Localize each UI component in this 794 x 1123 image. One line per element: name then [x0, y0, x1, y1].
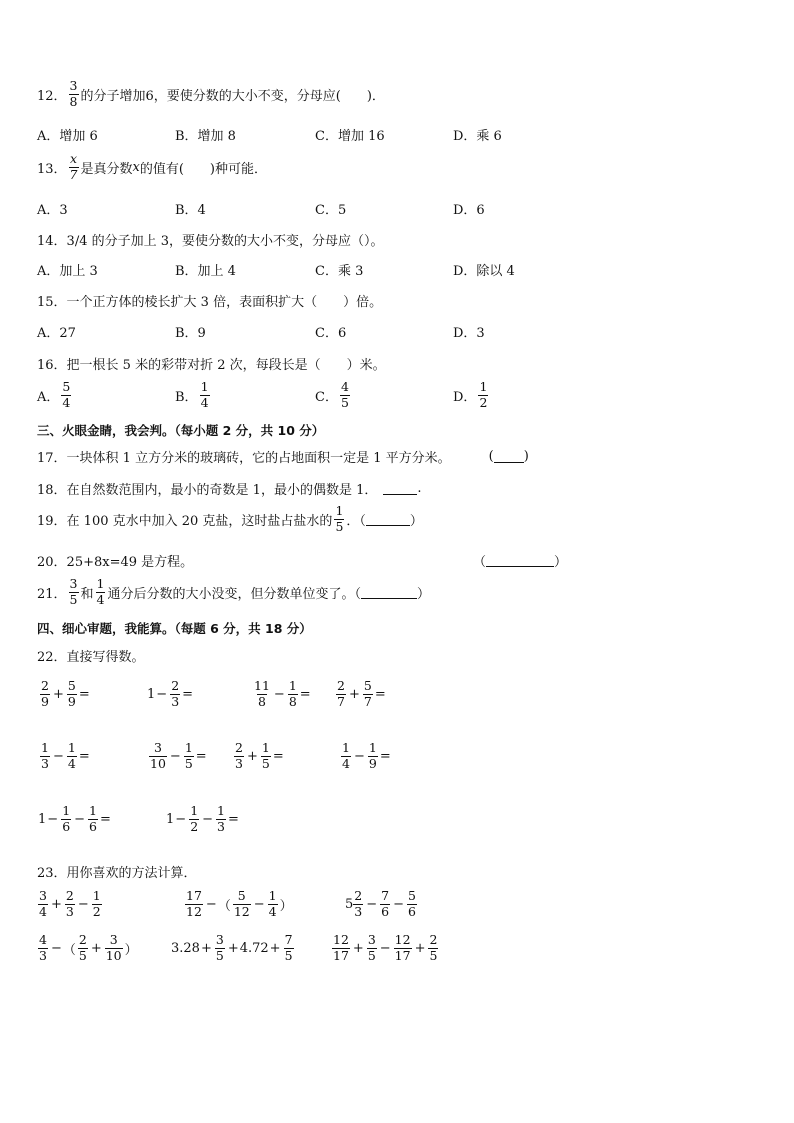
q14-options [37, 260, 515, 279]
question-22: 22．直接写得数。 [37, 650, 145, 665]
calc-item: $\frac{1}{3}$ − $\frac{1}{4}$ = [41, 740, 90, 771]
question-13: 13． $\frac{x}{7}$ 是真分数 x 的值有( )种可能． [37, 151, 268, 182]
option-a[interactable]: A．加上 3 [37, 264, 98, 279]
section-heading-3: 三、火眼金睛，我会判。（每小题 2 分，共 10 分） [37, 423, 325, 438]
question-12: 12． $\frac{3}{8}$ 的分子增加6，要使分数的大小不变，分母应( )． [37, 78, 385, 109]
option-b[interactable]: B．增加 8 [175, 129, 236, 144]
q16-options [37, 381, 490, 409]
option-d[interactable]: D．6 [453, 203, 485, 218]
calc-item: $\frac{3}{10}$ − $\frac{1}{5}$ = [150, 740, 207, 771]
calc-item: $\frac{4}{3}$ − （ $\frac{2}{5}$ + $\frac{3}{10}$ ） [39, 932, 138, 963]
option-a[interactable]: A．27 [37, 326, 76, 341]
option-b[interactable]: B．9 [175, 326, 206, 341]
calc-item: $\frac{2}{9}$ + $\frac{5}{9}$ = [41, 678, 90, 709]
option-d[interactable]: D． $\frac{1}{2}$ [453, 379, 488, 410]
calc-item: $\frac{1}{4}$ − $\frac{1}{9}$ = [342, 740, 391, 771]
answer-blank[interactable] [366, 513, 410, 526]
question-20: 20．25+8x=49 是方程。 （ ） [37, 555, 567, 570]
option-a[interactable]: A．3 [37, 203, 68, 218]
calc-item: $\frac{3}{4}$ + $\frac{2}{3}$ − $\frac{1}{2}$ [39, 888, 101, 919]
calc-item: 3.28 + $\frac{3}{5}$ + 4.72 + $\frac{7}{5}$ [171, 932, 293, 963]
section-heading-4: 四、细心审题，我能算。（每题 6 分，共 18 分） [37, 621, 312, 636]
calc-item: $\frac{11}{8}$ − $\frac{1}{8}$ = [254, 678, 311, 709]
answer-blank[interactable] [361, 586, 417, 599]
q13-options [37, 199, 485, 218]
option-d[interactable]: D．乘 6 [453, 129, 502, 144]
option-c[interactable]: C．5 [315, 203, 347, 218]
option-c[interactable]: C．6 [315, 326, 347, 341]
option-a[interactable]: A．增加 6 [37, 129, 98, 144]
option-b[interactable]: B．加上 4 [175, 264, 236, 279]
question-23: 23．用你喜欢的方法计算． [37, 866, 197, 881]
calc-item: $\frac{17}{12}$ − （ $\frac{5}{12}$ − $\frac{1}{4}$ ） [186, 888, 293, 919]
option-c[interactable]: C． $\frac{4}{5}$ [315, 379, 349, 410]
q15-options [37, 322, 485, 341]
question-15: 15．一个正方体的棱长扩大 3 倍，表面积扩大（ ）倍。 [37, 295, 383, 310]
fraction: $\frac{x}{7}$ [69, 151, 78, 182]
fraction: $\frac{3}{8}$ [69, 78, 78, 109]
answer-blank[interactable] [383, 482, 417, 495]
option-b[interactable]: B． $\frac{1}{4}$ [175, 379, 209, 410]
question-21: 21． $\frac{3}{5}$ 和 $\frac{1}{4}$ 通分后分数的大小没变，但分数单位变了。（ ） [37, 576, 430, 607]
question-19: 19．在 100 克水中加入 20 克盐，这时盐占盐水的 $\frac{1}{5}$ ．（ ） [37, 503, 423, 534]
calc-item: 1 − $\frac{1}{2}$ − $\frac{1}{3}$ = [166, 803, 239, 834]
calc-item: $\frac{2}{7}$ + $\frac{5}{7}$ = [337, 678, 386, 709]
question-16: 16．把一根长 5 米的彩带对折 2 次，每段长是（ ）米。 [37, 358, 386, 373]
option-c[interactable]: C．乘 3 [315, 264, 364, 279]
option-d[interactable]: D．除以 4 [453, 264, 515, 279]
calc-item: 1 − $\frac{1}{6}$ − $\frac{1}{6}$ = [38, 803, 111, 834]
question-17: 17．一块体积 1 立方分米的玻璃砖，它的占地面积一定是 1 平方分米。 ( ) [37, 449, 529, 466]
answer-blank[interactable] [494, 450, 524, 463]
calc-item: 5 $\frac{2}{3}$ − $\frac{7}{6}$ − $\frac{5}{6}$ [345, 888, 416, 919]
option-c[interactable]: C．增加 16 [315, 129, 385, 144]
calc-item: $\frac{12}{17}$ + $\frac{3}{5}$ − $\frac{12}{17}$ + $\frac{2}{5}$ [333, 932, 438, 963]
q12-options [37, 125, 502, 144]
question-14: 14．3/4 的分子加上 3，要使分数的大小不变，分母应（）。 [37, 234, 384, 249]
option-a[interactable]: A． $\frac{5}{4}$ [37, 379, 71, 410]
calc-item: 1 − $\frac{2}{3}$ = [147, 678, 194, 709]
option-d[interactable]: D．3 [453, 326, 485, 341]
option-b[interactable]: B．4 [175, 203, 206, 218]
question-18: 18．在自然数范围内，最小的奇数是 1，最小的偶数是 1． . [37, 481, 422, 498]
answer-blank[interactable] [486, 554, 554, 567]
calc-item: $\frac{2}{3}$ + $\frac{1}{5}$ = [235, 740, 284, 771]
